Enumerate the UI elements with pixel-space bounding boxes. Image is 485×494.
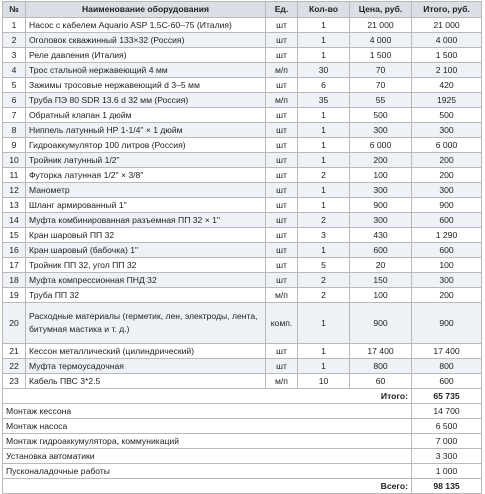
service-row [3,464,482,479]
row-name: Трос стальной нержавеющий 4 мм [26,63,266,78]
row-price: 300 [350,123,412,138]
row-num: 11 [3,168,26,183]
row-qty: 6 [298,78,350,93]
row-num: 2 [3,33,26,48]
row-qty: 2 [298,168,350,183]
row-name: Труба ПП 32 [26,288,266,303]
row-name: Кессон металлический (цилиндрический) [26,344,266,359]
row-total: 1 290 [412,228,482,243]
service-name: Монтаж гидроаккумулятора, коммуникаций [3,434,412,449]
row-name: Футорка латунная 1/2" × 3/8" [26,168,266,183]
row-price: 100 [350,168,412,183]
row-price: 200 [350,153,412,168]
service-name: Монтаж насоса [3,419,412,434]
row-num: 17 [3,258,26,273]
table-row [3,168,482,183]
row-qty: 2 [298,273,350,288]
row-qty: 35 [298,93,350,108]
row-name: Тройник латунный 1/2" [26,153,266,168]
row-num: 20 [3,303,26,344]
row-num: 9 [3,138,26,153]
table-row [3,63,482,78]
row-name: Насос с кабелем Aquario ASP 1.5C-60–75 (Италия) [26,18,266,33]
row-price: 70 [350,63,412,78]
row-price: 900 [350,198,412,213]
row-qty: 1 [298,344,350,359]
row-unit: шт [266,168,298,183]
estimate-table [2,1,482,494]
row-price: 900 [350,303,412,344]
row-qty: 1 [298,153,350,168]
row-qty: 1 [298,18,350,33]
row-total: 600 [412,243,482,258]
header-name: Наименование оборудования [26,2,266,18]
row-total: 900 [412,198,482,213]
row-qty: 1 [298,183,350,198]
row-unit: шт [266,138,298,153]
row-qty: 1 [298,33,350,48]
row-qty: 1 [298,123,350,138]
row-price: 100 [350,288,412,303]
grand-total-value: 98 135 [412,479,482,494]
row-price: 21 000 [350,18,412,33]
row-num: 14 [3,213,26,228]
row-unit: м/п [266,93,298,108]
row-name: Зажимы тросовые нержавеющий d 3–5 мм [26,78,266,93]
row-name: Гидроаккумулятор 100 литров (Россия) [26,138,266,153]
row-name: Кабель ПВС 3*2.5 [26,374,266,389]
row-unit: шт [266,108,298,123]
subtotal-label: Итого: [3,389,412,404]
service-row [3,404,482,419]
row-total: 200 [412,153,482,168]
row-name: Ниппель латунный НР 1-1/4" × 1 дюйм [26,123,266,138]
service-value: 3 300 [412,449,482,464]
table-row [3,78,482,93]
row-qty: 30 [298,63,350,78]
grand-total-row [3,479,482,494]
row-total: 300 [412,123,482,138]
row-price: 20 [350,258,412,273]
row-total: 100 [412,258,482,273]
row-total: 800 [412,359,482,374]
table-row [3,303,482,344]
table-row [3,344,482,359]
row-name: Труба ПЭ 80 SDR 13.6 d 32 мм (Россия) [26,93,266,108]
row-qty: 1 [298,303,350,344]
row-total: 1925 [412,93,482,108]
table-row [3,93,482,108]
service-value: 7 000 [412,434,482,449]
table-row [3,198,482,213]
row-price: 70 [350,78,412,93]
row-qty: 10 [298,374,350,389]
items-body [3,18,482,389]
row-price: 4 000 [350,33,412,48]
row-unit: шт [266,228,298,243]
table-row [3,18,482,33]
row-unit: шт [266,123,298,138]
services-body [3,404,482,479]
subtotal-row [3,389,482,404]
row-num: 19 [3,288,26,303]
table-row [3,33,482,48]
row-unit: шт [266,48,298,63]
header-unit: Ед. [266,2,298,18]
row-price: 150 [350,273,412,288]
row-name: Муфта термоусадочная [26,359,266,374]
service-value: 1 000 [412,464,482,479]
row-unit: шт [266,183,298,198]
row-total: 1 500 [412,48,482,63]
row-name: Расходные материалы (герметик, лен, электроды, лента, битумная мастика и т. д.) [26,303,266,344]
row-num: 13 [3,198,26,213]
header-num: № [3,2,26,18]
row-total: 4 000 [412,33,482,48]
row-name: Муфта комбинированная разъемная ПП 32 × 1" [26,213,266,228]
row-num: 15 [3,228,26,243]
table-row [3,258,482,273]
row-unit: шт [266,153,298,168]
header-price: Цена, руб. [350,2,412,18]
row-num: 4 [3,63,26,78]
row-unit: шт [266,33,298,48]
service-row [3,449,482,464]
row-name: Муфта компрессионная ПНД 32 [26,273,266,288]
row-unit: м/п [266,288,298,303]
header-total: Итого, руб. [412,2,482,18]
row-name: Манометр [26,183,266,198]
row-price: 6 000 [350,138,412,153]
row-num: 12 [3,183,26,198]
row-num: 16 [3,243,26,258]
row-unit: шт [266,78,298,93]
row-name: Оголовок скважинный 133×32 (Россия) [26,33,266,48]
row-num: 5 [3,78,26,93]
row-price: 1 500 [350,48,412,63]
row-total: 200 [412,288,482,303]
row-unit: шт [266,213,298,228]
row-unit: шт [266,198,298,213]
row-price: 17 400 [350,344,412,359]
row-num: 8 [3,123,26,138]
row-num: 10 [3,153,26,168]
table-row [3,288,482,303]
estimate-table-container [2,1,481,494]
grand-total-label: Всего: [3,479,412,494]
row-total: 17 400 [412,344,482,359]
row-price: 300 [350,183,412,198]
service-name: Установка автоматики [3,449,412,464]
row-num: 22 [3,359,26,374]
row-unit: шт [266,344,298,359]
row-name: Шланг армированный 1" [26,198,266,213]
table-row [3,374,482,389]
row-num: 7 [3,108,26,123]
table-row [3,183,482,198]
service-row [3,434,482,449]
row-unit: шт [266,243,298,258]
header-qty: Кол-во [298,2,350,18]
row-total: 21 000 [412,18,482,33]
summary-body [3,389,482,404]
row-qty: 1 [298,198,350,213]
row-total: 900 [412,303,482,344]
row-price: 60 [350,374,412,389]
row-unit: м/п [266,63,298,78]
row-price: 600 [350,243,412,258]
row-price: 800 [350,359,412,374]
row-qty: 3 [298,228,350,243]
row-total: 420 [412,78,482,93]
row-total: 300 [412,183,482,198]
service-value: 6 500 [412,419,482,434]
table-row [3,228,482,243]
row-price: 55 [350,93,412,108]
table-row [3,213,482,228]
row-qty: 2 [298,213,350,228]
row-num: 21 [3,344,26,359]
row-total: 300 [412,273,482,288]
row-name: Реле давления (Италия) [26,48,266,63]
service-value: 14 700 [412,404,482,419]
row-num: 1 [3,18,26,33]
service-name: Пусконаладочные работы [3,464,412,479]
table-row [3,243,482,258]
row-total: 2 100 [412,63,482,78]
row-price: 300 [350,213,412,228]
table-row [3,108,482,123]
row-total: 500 [412,108,482,123]
row-total: 6 000 [412,138,482,153]
table-row [3,138,482,153]
row-qty: 1 [298,359,350,374]
table-row [3,153,482,168]
row-price: 500 [350,108,412,123]
row-num: 6 [3,93,26,108]
row-name: Обратный клапан 1 дюйм [26,108,266,123]
row-qty: 1 [298,108,350,123]
row-num: 3 [3,48,26,63]
row-unit: шт [266,359,298,374]
row-qty: 5 [298,258,350,273]
row-qty: 1 [298,243,350,258]
row-unit: комп. [266,303,298,344]
table-header-row [3,2,482,18]
grand-total-body [3,479,482,494]
row-qty: 1 [298,138,350,153]
subtotal-value: 65 735 [412,389,482,404]
row-name: Кран шаровый ПП 32 [26,228,266,243]
row-name: Кран шаровый (бабочка) 1" [26,243,266,258]
service-name: Монтаж кессона [3,404,412,419]
table-row [3,359,482,374]
row-price: 430 [350,228,412,243]
table-row [3,48,482,63]
service-row [3,419,482,434]
table-row [3,273,482,288]
row-unit: шт [266,258,298,273]
row-qty: 2 [298,288,350,303]
row-name: Тройник ПП 32, угол ПП 32 [26,258,266,273]
table-row [3,123,482,138]
row-total: 600 [412,374,482,389]
row-num: 23 [3,374,26,389]
row-total: 200 [412,168,482,183]
row-unit: шт [266,273,298,288]
row-total: 600 [412,213,482,228]
row-unit: м/п [266,374,298,389]
row-num: 18 [3,273,26,288]
row-unit: шт [266,18,298,33]
row-qty: 1 [298,48,350,63]
